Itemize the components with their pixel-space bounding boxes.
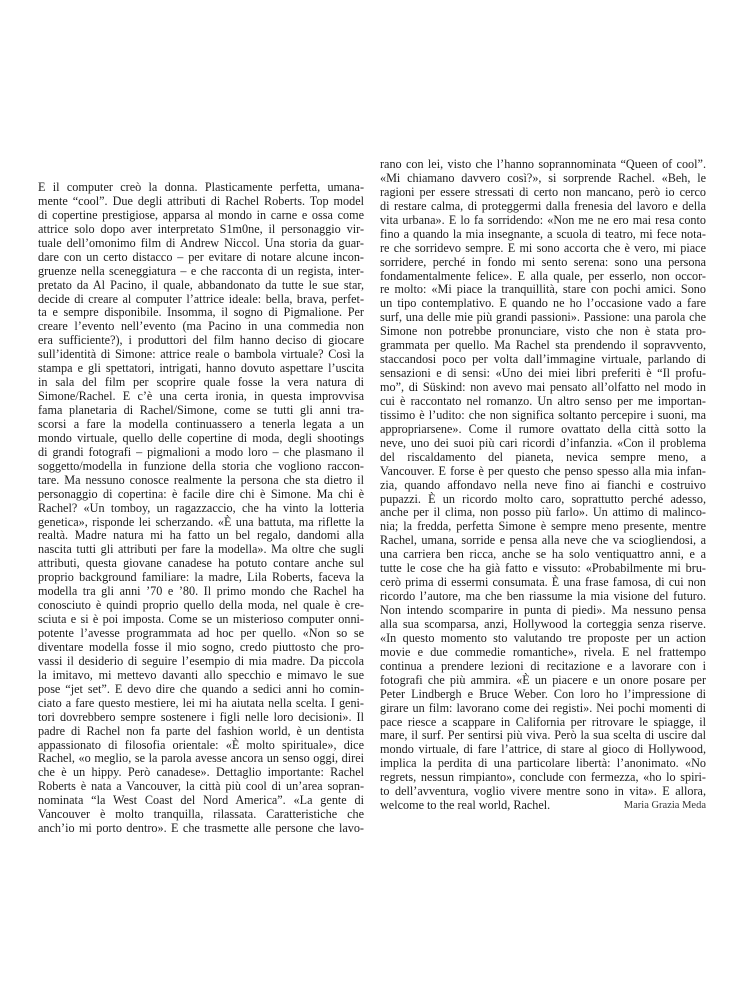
text-line: tuale dell’omonimo film di Andrew Niccol. Una storia da guar- <box>38 235 364 250</box>
text-line: surf, una delle mie più grandi passioni». Passione: una parola che <box>380 310 706 325</box>
text-line: fama planetaria di Rachel/Simone, come se tutti gli anni tra- <box>38 403 364 417</box>
text-line: era sufficiente?), i produttori del film hanno deciso di giocare <box>38 333 364 348</box>
text-line: ricordo l’autore, ma che ben riassume la mia visione del futuro. <box>380 589 706 604</box>
text-line: alla sua scomparsa, anzi, Hollywood la corteggia senza riserve. <box>380 616 706 631</box>
text-line: tissimo è l’udito: che non significa soltanto percepire i suoni, ma <box>380 407 706 422</box>
text-line: fino a quando la mia insegnante, a scuola di teatro, mi fece nota- <box>380 226 706 241</box>
text-line: Rachel, «o meglio, se la parola avesse ancora un senso oggi, direi <box>38 751 364 766</box>
text-line: nascita tutti gli attributi per fare la modella». Ma oltre che sugli <box>38 542 364 557</box>
text-line: potente l’avesse programmata ad hoc per quello. «Non so se <box>38 626 364 640</box>
text-line: mondo virtuale, di fare l’attrice, di stare al gioco di Hollywood, <box>380 742 706 757</box>
closing-line: welcome to the real world, Rachel. <box>380 798 551 813</box>
text-line: realtà. Madre natura mi ha fatto un bel regalo, dandomi alla <box>38 528 364 543</box>
text-line: nominata “la West Coast del Nord America”. «La gente di <box>38 793 364 808</box>
text-line: girare un film: lavorano come dei registi». Nei pochi momenti di <box>380 700 706 715</box>
text-line: un tipo contemplativo. E quando ne ho l’occasione vado a fare <box>380 296 706 311</box>
text-line: mare, il surf. Per sentirsi più viva. Però la sua scelta di uscire dal <box>380 728 706 743</box>
text-line: pose “jet set”. E devo dire che quando a sedici anni ho comin- <box>38 681 364 696</box>
text-line: nia; la fredda, perfetta Simone è sempre meno presente, mentre <box>380 519 706 534</box>
text-line: vita urbana». E lo fa sorridendo: «Non me ne ero mai resa conto <box>380 212 706 227</box>
text-line: conosciuto è quindi proprio quello della moda, nel quale è cre- <box>38 598 364 613</box>
text-line: Vancouver è molto tranquilla, rilassata. Caratteristiche che <box>38 807 364 822</box>
text-line: di copertine prestigiose, apparsa al mondo in carne e ossa come <box>38 207 364 222</box>
text-line: pretato da Al Pacino, il quale, abbandonato da tutte le sue star, <box>38 277 364 292</box>
text-line: sciuta e si è poi imposta. Come se un misterioso computer onni- <box>38 612 364 627</box>
text-line: sorridere, perché in fondo mi sento serena: sono una persona <box>380 254 706 269</box>
text-line: tori dovrebbero sempre sostenere i figli nelle loro decisioni». Il <box>38 709 364 724</box>
text-line: di restare calma, di proteggermi dalla frenesia del lavoro e della <box>380 198 706 213</box>
text-line: pupazzi. È un ricordo molto caro, soprattutto perché adesso, <box>380 491 706 506</box>
text-line: del riscaldamento del pianeta, nevica sempre meno, a <box>380 449 706 464</box>
text-line: regrets, nessun rimpianto», conclude con fermezza, «ho lo spiri- <box>380 770 706 785</box>
text-line: movie e due commedie romantiche», rivela. E nel frattempo <box>380 644 706 659</box>
text-line: Peter Lindbergh e Bruce Weber. Con loro ho l’impressione di <box>380 686 706 701</box>
text-line: padre di Rachel non fa parte del fashion world, è un dentista <box>38 723 364 738</box>
text-line: in sala del film per scoprire quale fosse la vera natura di <box>38 375 364 390</box>
text-line: diventare modella fosse il mio sogno, credo piuttosto che pro- <box>38 639 364 654</box>
text-line: attributi, questa giovane canadese ha potuto contare anche sul <box>38 556 364 571</box>
article-column-left <box>38 181 364 836</box>
text-line: «Mi chiamano davvero così?», si sorprende Rachel. «Beh, le <box>380 170 706 185</box>
text-line: rano con lei, visto che l’hanno soprannominata “Queen of cool”. <box>380 157 706 171</box>
text-line: Vancouver. E forse è per questo che penso spesso alla mia infan- <box>380 463 706 478</box>
article-column-right <box>380 158 706 813</box>
text-line: re che sorridevo sempre. E mi sono accorta che è vero, mi piace <box>380 240 706 255</box>
text-line: cerò prima di essermi consumata. È una frase famosa, di cui non <box>380 575 706 590</box>
text-line: Rachel, umana, sorride e pensa alla neve che va sciogliendosi, a <box>380 533 706 548</box>
text-line: modella tra gli anni ’70 e ’80. Il primo mondo che Rachel ha <box>38 584 364 599</box>
author-signature: Maria Grazia Meda <box>623 800 706 812</box>
text-line: gruenze nella sceneggiatura – e che racconta di un regista, inter- <box>38 263 364 278</box>
text-line: «In questo momento sto valutando tre proposte per un action <box>380 630 706 645</box>
text-line: tare. Ma nessuno conosce realmente la persona che sta dietro il <box>38 472 364 487</box>
text-line: anche per il clima, non posso più farlo». Un attimo di malinco- <box>380 505 706 520</box>
text-line: scorsi a fare la modella continuassero a tenerla legata a un <box>38 416 364 431</box>
text-line: neve, uno dei suoi più cari ricordi d’infanzia. «Con il problema <box>380 435 706 450</box>
text-line: Roberts è nata a Vancouver, la città più cool di un’area sopran- <box>38 779 364 794</box>
text-line: di grandi fotografi – pigmalioni a modo loro – che plasmano il <box>38 444 364 459</box>
text-line: pace riesce a scappare in California per ritrovare le spiagge, il <box>380 714 706 729</box>
text-line: Non intendo scomparire in punta di piedi». Ma nessuno pensa <box>380 603 706 617</box>
text-line: appassionato di filosofia orientale: «È molto spirituale», dice <box>38 737 364 752</box>
text-line: mondo virtuale, quello delle copertine di moda, degli shootings <box>38 430 364 445</box>
text-line: decide di creare al computer l’attrice ideale: bella, brava, perfet- <box>38 291 364 306</box>
text-line: grammata per quello. Ma Rachel sta prendendo il sopravvento, <box>380 338 706 353</box>
text-line: staccandosi poco per volta dall’immagine virtuale, parlando di <box>380 352 706 367</box>
text-line: fotografi che più ammira. «È un piacere e un onore posare per <box>380 672 706 687</box>
text-line: dare con un certo distacco – per evitare di notare alcune incon- <box>38 249 364 264</box>
text-line: mo”, di Süskind: non avevo mai pensato all’olfatto nel modo in <box>380 380 706 394</box>
text-line: creare l’evento nell’evento (ma Pacino in una commedia non <box>38 319 364 334</box>
text-line: vassi il desiderio di seguire l’esempio di mia madre. Da piccola <box>38 653 364 668</box>
text-line: soggetto/modella in funzione della storia che vogliono raccon- <box>38 458 364 473</box>
text-line: ciato a fare questo mestiere, lei mi ha aiutata nella scelta. I geni- <box>38 695 364 710</box>
text-line: sensazioni e di sensi: «Uno dei miei libri preferiti è “Il profu- <box>380 366 706 381</box>
text-line: fondamentalmente felice». E alla quale, per esserlo, non occor- <box>380 268 706 283</box>
text-line: re molto: «Mi piace la tranquillità, stare con pochi amici. Sono <box>380 282 706 297</box>
text-line: che è un hippy. Però canadese». Dettaglio importante: Rachel <box>38 765 364 780</box>
text-line: ragioni per essere stressati di certo non mancano, però io cerco <box>380 184 706 199</box>
text-line: ta e sempre disponibile. Insomma, il sogno di Pigmalione. Per <box>38 305 364 320</box>
text-line: Simone/Rachel. E c’è una certa ironia, in questa improvvisa <box>38 389 364 404</box>
text-line: continua a prendere lezioni di recitazione e a lavorare con i <box>380 658 706 673</box>
text-line: cui è raccontato nel romanzo. Un altro senso per me importan- <box>380 393 706 408</box>
text-line: sull’identità di Simone: attrice reale o bambola virtuale? Così la <box>38 347 364 362</box>
text-line: la imitavo, mi mettevo davanti allo specchio e mimavo le sue <box>38 667 364 682</box>
text-line: tutte le cose che ha già fatto e vissuto: «Probabilmente mi bru- <box>380 561 706 576</box>
closing-row <box>380 799 706 813</box>
text-line: attrice solo dopo aver interpretato S1m0ne, il personaggio vir- <box>38 221 364 236</box>
text-line: personaggio di copertina: è facile dire chi è Simone. Ma chi è <box>38 486 364 501</box>
text-line: appropriarsene». Come il rumore ovattato della città sotto la <box>380 421 706 436</box>
text-line: genetica», risponde lei scherzando. «È una battuta, ma riflette la <box>38 514 364 529</box>
text-line: E il computer creò la donna. Plasticamente perfetta, umana- <box>38 180 364 194</box>
text-line: zia, quando affondavo nella neve fino ai fianchi e costruivo <box>380 477 706 492</box>
text-line: anch’io mi porto dentro». E che trasmette alle persone che lavo- <box>38 821 364 836</box>
text-line: mente “cool”. Due degli attributi di Rachel Roberts. Top model <box>38 193 364 208</box>
text-line: proprio background familiare: la madre, Lila Roberts, faceva la <box>38 570 364 585</box>
text-line: Rachel? «Un tomboy, un ragazzaccio, che ha vinto la lotteria <box>38 500 364 515</box>
text-line: Simone non potrebbe pronunciare, visto che non è stata pro- <box>380 324 706 339</box>
text-line: stampa e gli spettatori, intrigati, hanno dovuto aspettare l’uscita <box>38 361 364 376</box>
text-line: una carriera ben ricca, anche se ha solo ventiquattro anni, e a <box>380 547 706 562</box>
text-line: to dell’avventura, voglio vivere mentre sono in vita». E allora, <box>380 784 706 799</box>
text-line: implica la perdita di una particolare libertà: l’anonimato. «No <box>380 756 706 771</box>
